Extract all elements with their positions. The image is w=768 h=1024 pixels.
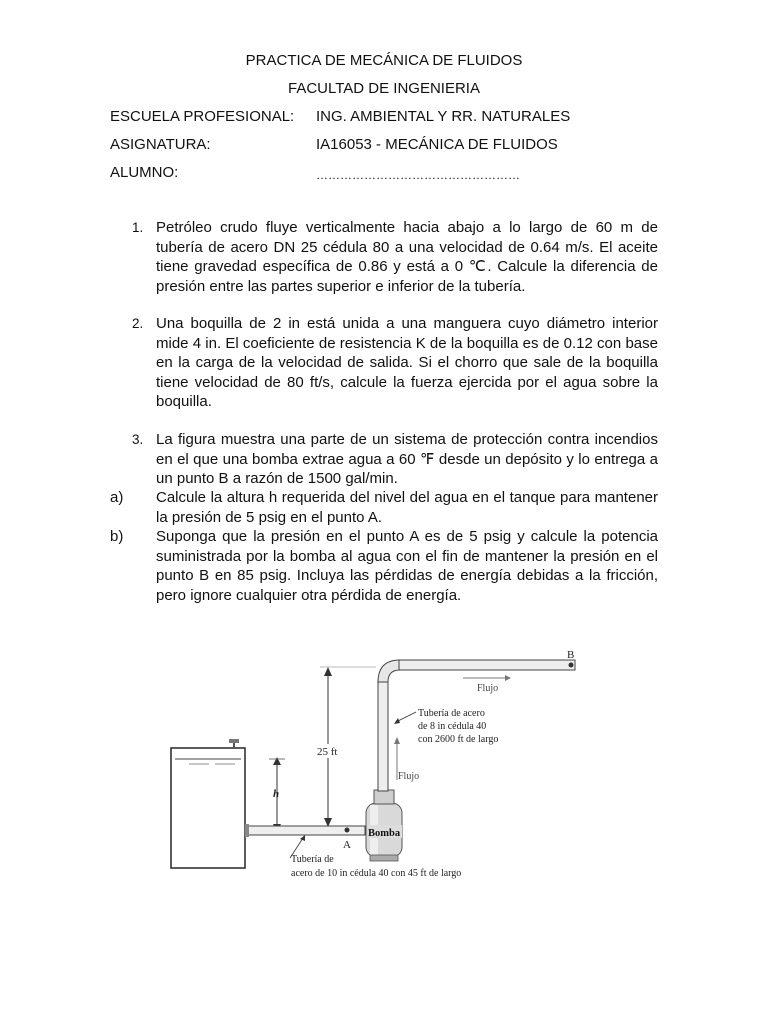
point-a-label: A [343,839,351,851]
pump-label: Bomba [368,828,401,839]
subitem-letter: b) [110,528,124,545]
problem-number: 2. [132,316,144,331]
point-b-label: B [567,649,575,661]
discharge-pipe-horizontal [399,660,575,670]
subitem-b [110,527,658,605]
pipe8-label-line: Tubería de acero [418,708,485,719]
pump-system-figure [165,640,595,890]
flow-label-horizontal: Flujo [477,683,499,694]
problem-text: La figura muestra una parte de un sistema de protección contra incendios en el que una bomba extrae agua a 60 ℉ desde un depósito y lo entrega a un punto B a razón de 1500 gal/min. [156,431,658,487]
document-title: PRACTICA DE MECÁNICA DE FLUIDOS [245,52,523,69]
height-label: 25 ft [317,746,338,758]
water-tank [171,748,245,868]
tank-vent [229,739,239,743]
header-label: ASIGNATURA: [110,136,211,153]
problem-text: Petróleo crudo fluye verticalmente hacia abajo a lo largo de 60 m de tubería de acero DN 25 cédula 80 a una velocidad de 0.64 m/s. El aceite tiene gravedad específica de 0.86 y está a 0 ℃. Calcule la diferencia de presión entre las partes superior e inferior de la tubería. [156,219,658,295]
pipe8-label-line: con 2600 ft de largo [418,734,499,745]
problem-2 [110,314,658,412]
header-value: ING. AMBIENTAL Y RR. NATURALES [316,108,571,125]
flow-label-vertical: Flujo [398,771,420,782]
subitem-text: Suponga que la presión en el punto A es de 5 psig y calcule la potencia suministrada por la bomba al agua con el fin de mantener la presión en el punto B en 85 psig. Incluya las pérdidas de energía debidas a la fricción, pero ignore cualquier otra pérdida de energía. [156,528,658,604]
point-b-marker [569,663,574,668]
pipe8-label-line: de 8 in cédula 40 [418,721,487,732]
header-value: IA16053 - MECÁNICA DE FLUIDOS [316,136,558,153]
faculty-name: FACULTAD DE INGENIERIA [288,80,480,97]
student-name-blank: …………………………………………… [316,168,520,182]
problem-3 [110,430,658,489]
subitem-text: Calcule la altura h requerida del nivel del agua en el tanque para mantener la presión de 5 psig en el punto A. [156,489,658,526]
pipe10-label-line: acero de 10 in cédula 40 con 45 ft de largo [291,868,462,879]
point-a-marker [345,828,350,833]
header-label: ESCUELA PROFESIONAL: [110,108,295,125]
pipe-elbow [378,660,400,682]
h-label: h [273,788,280,800]
pipe8-label [418,708,498,745]
header-label: ALUMNO: [110,164,179,181]
discharge-pipe-vertical [378,680,388,791]
pipe10-label-line: Tubería de [291,854,334,865]
problem-text: Una boquilla de 2 in está unida a una manguera cuyo diámetro interior mide 4 in. El coeficiente de resistencia K de la boquilla es de 0.12 con base en la carga de la velocidad de salida. Si el chorro que sale de la boquilla tiene velocidad de 80 ft/s, calcule la fuerza ejercida por el agua sobre la boquilla. [156,315,658,410]
problem-number: 3. [132,432,144,447]
subitem-a [110,488,658,527]
subitem-letter: a) [110,489,124,506]
problem-1 [110,218,658,296]
problem-number: 1. [132,220,144,235]
